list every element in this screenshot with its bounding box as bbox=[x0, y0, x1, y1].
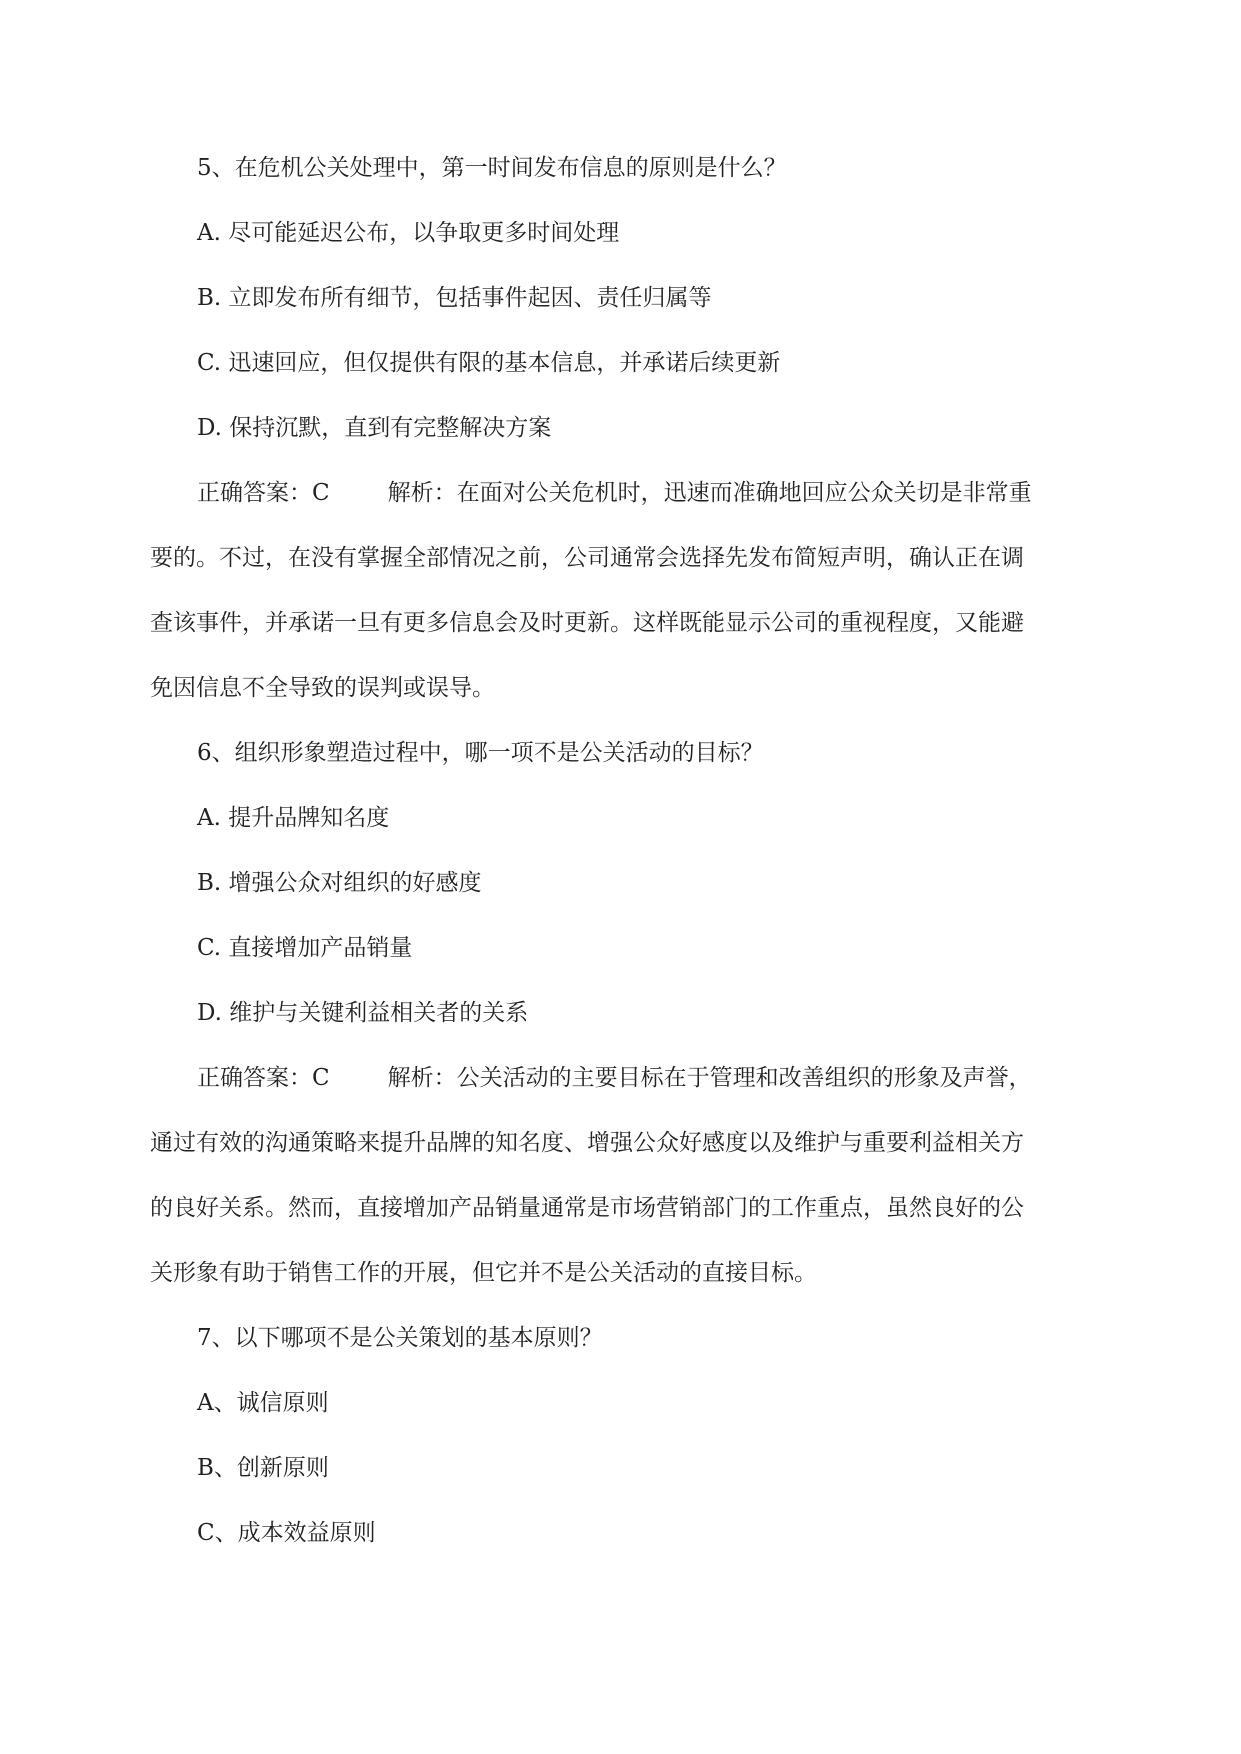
question-6-text: 6、组织形象塑造过程中，哪一项不是公关活动的目标？ bbox=[197, 740, 764, 766]
question-5-analysis-line-3: 查该事件，并承诺一旦有更多信息会及时更新。这样既能显示公司的重视程度，又能避 bbox=[150, 610, 1024, 636]
question-6-analysis-line-4: 关形象有助于销售工作的开展，但它并不是公关活动的直接目标。 bbox=[150, 1260, 817, 1286]
question-7-text: 7、以下哪项不是公关策划的基本原则？ bbox=[197, 1325, 603, 1351]
question-6-option-b: B. 增强公众对组织的好感度 bbox=[197, 870, 482, 896]
question-6-option-c: C. 直接增加产品销量 bbox=[197, 935, 413, 961]
question-6-analysis-line-1: 解析：公关活动的主要目标在于管理和改善组织的形象及声誉， bbox=[387, 1065, 1032, 1091]
question-7-option-c: C、成本效益原则 bbox=[197, 1520, 376, 1546]
question-5-analysis-line-1: 解析：在面对公关危机时，迅速而准确地回应公众关切是非常重 bbox=[387, 480, 1032, 506]
question-5-analysis-line-2: 要的。不过，在没有掌握全部情况之前，公司通常会选择先发布简短声明，确认正在调 bbox=[150, 545, 1024, 571]
question-6-option-a: A. 提升品牌知名度 bbox=[197, 805, 390, 831]
question-5-answer: 正确答案：C bbox=[197, 480, 330, 506]
question-6-answer: 正确答案：C bbox=[197, 1065, 330, 1091]
question-5-option-c: C. 迅速回应，但仅提供有限的基本信息，并承诺后续更新 bbox=[197, 350, 781, 376]
question-7-option-b: B、创新原则 bbox=[197, 1455, 329, 1481]
question-7-option-a: A、诚信原则 bbox=[197, 1390, 329, 1416]
document-page bbox=[150, 136, 1090, 1566]
question-6-option-d: D. 维护与关键利益相关者的关系 bbox=[197, 1000, 529, 1026]
question-5-text: 5、在危机公关处理中，第一时间发布信息的原则是什么？ bbox=[197, 155, 787, 181]
question-5-option-d: D. 保持沉默，直到有完整解决方案 bbox=[197, 415, 552, 441]
question-6-answer-block bbox=[150, 1046, 1090, 1306]
question-6-analysis-line-2: 通过有效的沟通策略来提升品牌的知名度、增强公众好感度以及维护与重要利益相关方 bbox=[150, 1130, 1024, 1156]
question-5-answer-block bbox=[150, 461, 1090, 721]
question-5-option-b: B. 立即发布所有细节，包括事件起因、责任归属等 bbox=[197, 285, 712, 311]
question-5-analysis-line-4: 免因信息不全导致的误判或误导。 bbox=[150, 675, 495, 701]
question-5-option-a: A. 尽可能延迟公布，以争取更多时间处理 bbox=[197, 220, 620, 246]
question-6-analysis-line-3: 的良好关系。然而，直接增加产品销量通常是市场营销部门的工作重点，虽然良好的公 bbox=[150, 1195, 1024, 1221]
